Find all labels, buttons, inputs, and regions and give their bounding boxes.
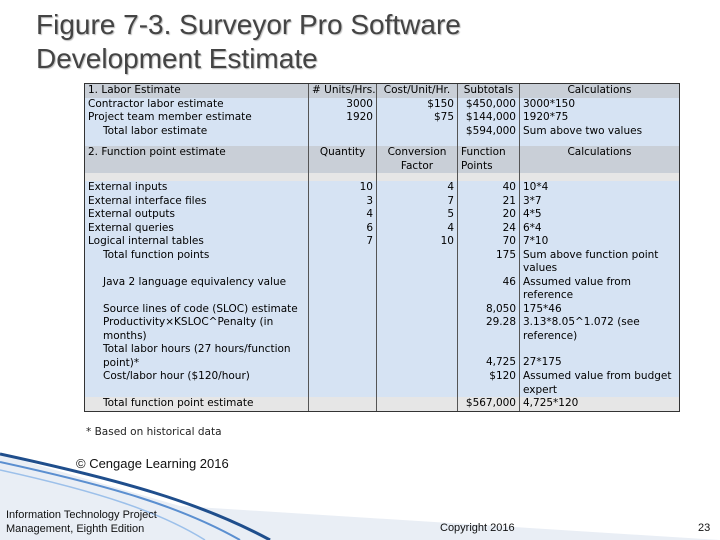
row-label: Source lines of code (SLOC) estimate: [85, 303, 309, 317]
cell-quantity: 10: [309, 181, 377, 195]
row-label: Java 2 language equivalency value: [85, 276, 309, 303]
table-row: [85, 181, 679, 195]
row-label: Productivity×KSLOC^Penalty (in months): [85, 316, 309, 343]
cell-calc: Sum above two values: [523, 124, 643, 137]
cell-points: 46: [458, 276, 520, 303]
table-row: [85, 222, 679, 236]
function-point-header-row: [85, 146, 679, 173]
table-row: [85, 98, 679, 112]
cell-calc: 175*46: [523, 302, 562, 315]
cengage-copyright: © Cengage Learning 2016: [76, 456, 229, 471]
row-label: Total function points: [85, 249, 309, 276]
spacer-row: [85, 138, 679, 146]
cell-units: 3000: [309, 98, 377, 112]
row-label: Cost/labor hour ($120/hour): [85, 370, 309, 397]
row-label: Total labor hours (27 hours/function point)*: [85, 343, 309, 370]
table-row: [85, 276, 679, 303]
footer-book-line-2: Management, Eighth Edition: [6, 523, 145, 535]
cell-calc: Assumed value from budget expert: [523, 370, 672, 396]
table-row: [85, 208, 679, 222]
header-cell: Quantity: [309, 146, 377, 173]
row-label: External interface files: [85, 195, 309, 209]
header-cell: Conversion Factor: [377, 146, 458, 173]
row-label: External queries: [85, 222, 309, 236]
title-line-1: Figure 7-3. Surveyor Pro Software: [36, 9, 461, 40]
cell-calc: Assumed value from reference: [523, 275, 631, 301]
cell-quantity: 6: [309, 222, 377, 236]
footer-book-title: [6, 508, 157, 536]
cell-points: 8,050: [458, 303, 520, 317]
cell-factor: 10: [377, 235, 458, 249]
cell-calc: 27*175: [523, 356, 562, 368]
row-label: External outputs: [85, 208, 309, 222]
cell-points: 20: [458, 208, 520, 222]
row-label: Contractor labor estimate: [85, 98, 309, 112]
cell-units: [309, 125, 377, 139]
cell-points: 24: [458, 222, 520, 236]
slide-title: [36, 8, 676, 76]
header-cell: Cost/Unit/Hr.: [377, 84, 458, 98]
cell-points: 4,725: [458, 343, 520, 370]
cell-calc: 1920*75: [523, 111, 569, 123]
cell-calc: 4*5: [523, 208, 542, 220]
cell-calc: 3.13*8.05^1.072 (see reference): [523, 316, 640, 342]
cell-calc: 10*4: [523, 181, 549, 193]
cell-cost: $150: [377, 98, 458, 112]
table-row: [85, 111, 679, 125]
cell-calc: Sum above function point values: [523, 248, 659, 274]
cell-factor: 5: [377, 208, 458, 222]
cell-points: 21: [458, 195, 520, 209]
cell-calc: 7*10: [523, 235, 549, 247]
cell-factor: 4: [377, 181, 458, 195]
table-row: [85, 343, 679, 370]
header-cell: 2. Function point estimate: [85, 146, 309, 173]
table-row: [85, 235, 679, 249]
cell-points: 40: [458, 181, 520, 195]
total-row: [85, 397, 679, 411]
footer-book-line-1: Information Technology Project: [6, 509, 157, 521]
cell-quantity: 7: [309, 235, 377, 249]
cell-points: 175: [458, 249, 520, 276]
cell-calc: 4,725*120: [523, 397, 579, 409]
table-row: [85, 316, 679, 343]
page-number: 23: [698, 522, 711, 534]
cell-points: 29.28: [458, 316, 520, 343]
cell-factor: 4: [377, 222, 458, 236]
cell-subtotal: $144,000: [458, 111, 520, 125]
cell-points: $120: [458, 370, 520, 397]
cell-quantity: 3: [309, 195, 377, 209]
footer-copyright: Copyright 2016: [440, 522, 515, 534]
row-label: Project team member estimate: [85, 111, 309, 125]
cell-cost: $75: [377, 111, 458, 125]
cell-calc: 6*4: [523, 221, 542, 234]
header-cell: Calculations: [567, 146, 632, 158]
cell-units: 1920: [309, 111, 377, 125]
cell-points: 70: [458, 235, 520, 249]
cell-points: $567,000: [458, 397, 520, 411]
header-cell: Subtotals: [458, 84, 520, 98]
estimate-table: [84, 83, 680, 412]
spacer-row: [85, 173, 679, 181]
row-label: Logical internal tables: [85, 235, 309, 249]
table-row: [85, 195, 679, 209]
row-label: Total function point estimate: [85, 397, 309, 411]
cell-subtotal: $594,000: [458, 125, 520, 139]
cell-calc: 3000*150: [523, 97, 576, 110]
cell-quantity: 4: [309, 208, 377, 222]
table-row: [85, 249, 679, 276]
table-row: [85, 125, 679, 139]
cell-cost: [377, 125, 458, 139]
cell-subtotal: $450,000: [458, 98, 520, 112]
table-row: [85, 370, 679, 397]
header-cell: # Units/Hrs.: [309, 84, 377, 98]
header-cell: 1. Labor Estimate: [85, 84, 309, 98]
cell-calc: 3*7: [523, 194, 542, 207]
header-cell: Calculations: [567, 84, 632, 96]
cell-factor: 7: [377, 195, 458, 209]
row-label: External inputs: [85, 181, 309, 195]
labor-header-row: [85, 84, 679, 98]
title-line-2: Development Estimate: [36, 43, 318, 74]
row-label: Total labor estimate: [85, 125, 309, 139]
table-row: [85, 303, 679, 317]
footnote: * Based on historical data: [86, 426, 222, 438]
header-cell: Function Points: [458, 146, 520, 173]
